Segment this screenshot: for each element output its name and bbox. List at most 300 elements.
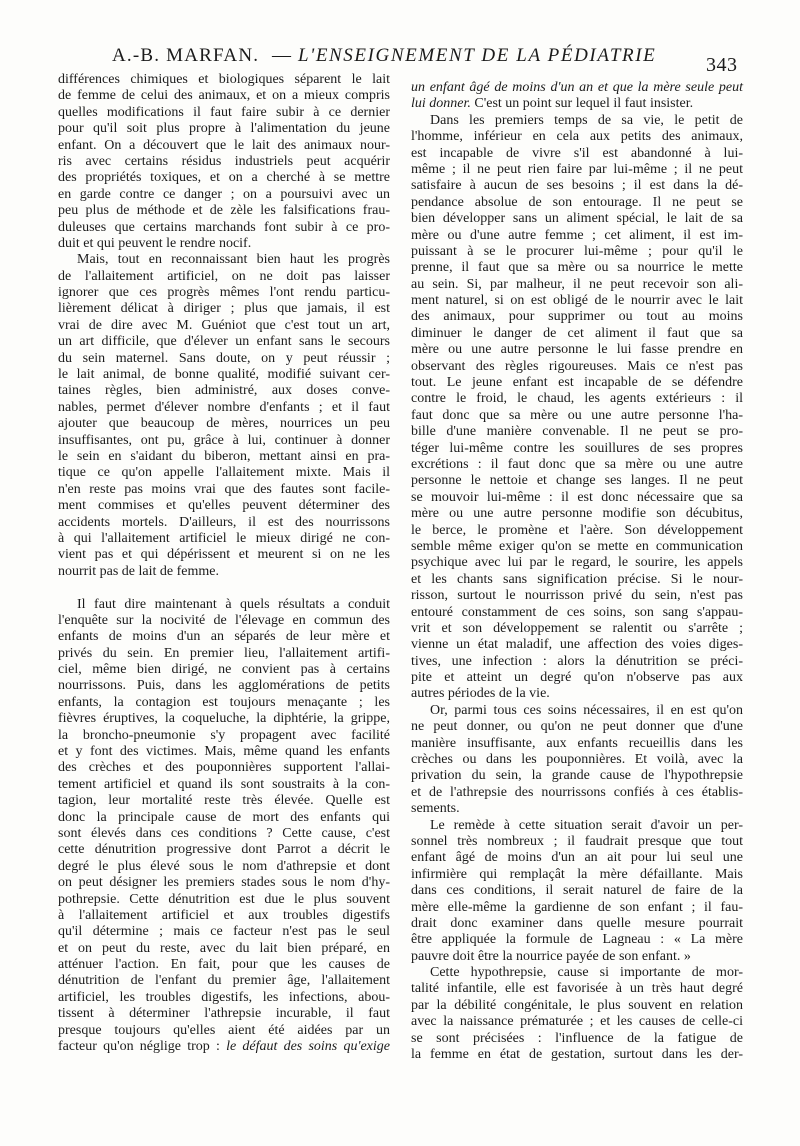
line-content [58,646,390,661]
line-text: presque toujours qu'elles aient été aidées par un [58,1022,390,1038]
line-content [411,391,743,406]
running-head-separator: — [272,45,291,66]
text-line [58,285,390,301]
line-text: par la débilité congénitale, le plus souvent en relation [411,997,743,1013]
line-content [58,531,390,546]
line-content [58,1023,390,1038]
text-line [411,195,743,211]
line-content [411,80,743,95]
line-text: cette dénutrition progressive dont Parrot a décrit le [58,842,390,858]
line-text: la broncho-pneumonie s'y propagent avec facilité [58,727,390,743]
line-content [58,334,390,349]
text-line [411,80,743,96]
line-content [411,605,743,620]
line-text: mère ou une autre personne modifie son décubitus, [411,506,743,522]
line-content [411,572,743,587]
line-text: excrétions : il faut donc que sa mère ou une autre [411,456,743,472]
line-text: Mais, tout en reconnaissant bien haut les progrès [77,252,390,268]
line-text: quelles modifications il faut faire subir à ce dernier [58,104,390,120]
line-text: ne peut donner, ou qu'on ne peut donner que d'une [411,719,743,735]
line-text: degré le plus élevé sous le nom d'athrepsie et dont [58,858,390,874]
line-text: ment commises et qu'elles peuvent déterminer des [58,498,390,514]
line-text: pendance absolue de son entourage. Il ne peut se [411,194,743,210]
line-content [58,72,390,87]
text-line [58,400,390,416]
paragraph [411,80,743,113]
line-text: puissant à se le procurer lui-même ; pour qu'il le [411,243,743,259]
line-text: est incapable de vivre s'il est abandonné à lui- [411,145,743,161]
line-content [58,88,390,103]
text-line [411,900,743,916]
line-content [411,1014,743,1029]
line-text: Or, parmi tous ces soins nécessaires, il en est qu'on [430,702,743,718]
line-content [411,932,743,947]
line-text: des animaux, pour supprimer ou tout au moins [411,309,743,325]
text-line [58,678,390,694]
line-content [411,801,460,816]
text-line [58,842,390,858]
italic-text: le défaut des soins qu'exige [226,1039,390,1055]
line-text: drait donc examiner dans quelle mesure pourrait [411,915,743,931]
line-content [58,777,390,792]
text-line [411,457,743,473]
line-text: nourrissons. Puis, dans les agglomérations de petits [58,678,390,694]
text-line [58,875,390,891]
text-line [411,605,743,621]
line-content [58,990,390,1005]
line-content [411,867,743,882]
line-content [58,498,390,513]
text-line [58,88,390,104]
text-line [411,555,743,571]
line-content [58,138,390,153]
line-content [430,818,743,833]
line-text: tement artificiel et quand ils sont soustraits à la con- [58,776,390,792]
line-text: risson, surtout le nourrisson privé du sein, n'est pas [411,588,743,604]
line-text: Il faut dire maintenant à quels résultats a conduit [77,596,390,612]
line-content [411,490,743,505]
line-text: n'en reste pas moins vrai que des fautes sont facile- [58,481,390,497]
line-text: dénutrition de l'enfant du premier âge, l'allaitement [58,973,390,989]
text-line [58,760,390,776]
text-line [411,637,743,653]
line-content [411,1031,743,1046]
line-content [411,359,743,374]
line-content [411,162,743,177]
line-content [58,449,390,464]
line-text: être appliquée la formule de Lagneau : « La mère [411,932,743,948]
line-content [411,178,743,193]
line-content [411,342,743,357]
line-content [58,285,390,300]
text-line [411,768,743,784]
line-content [58,744,390,759]
line-content [411,277,743,292]
line-text: Dans les premiers temps de sa vie, le petit de [430,112,743,128]
text-line [411,146,743,162]
line-content [411,588,743,603]
line-text: des propriétés toxiques, et on a cherché à se mettre [58,170,390,186]
line-text: même ; il ne peut rien faire par lui-même ; il ne peut [411,161,743,177]
text-line [411,408,743,424]
line-text: prenne, il faut que sa mère ou sa nourrice le mette [411,260,743,276]
line-content [58,351,390,366]
line-content [411,146,743,161]
line-text: ajouter que beaucoup de mères, nourrices un peu [58,416,390,432]
line-content [411,441,743,456]
line-content [58,629,390,644]
text-line [58,72,390,88]
line-text: mère elle-même la gardienne de son enfant ; il fau- [411,899,743,915]
line-text: et y font des victimes. Mais, même quand les enfants [58,744,390,760]
text-line [58,924,390,940]
line-text: sont élevés dans ces conditions ? Cette cause, c'est [58,825,390,841]
text-line [411,326,743,342]
text-line [411,113,743,129]
line-content [58,842,390,857]
line-content [58,564,219,579]
line-content [58,908,390,923]
text-line [58,252,390,268]
text-line [58,203,390,219]
line-content [58,400,390,415]
text-line [411,375,743,391]
line-content [430,965,743,980]
line-text: enfants de moins d'un an séparés de leur mère et [58,629,390,645]
text-line [58,482,390,498]
right-column [411,80,743,1063]
text-line [58,154,390,170]
line-content [411,981,743,996]
text-line [58,629,390,645]
text-line [411,883,743,899]
line-content [58,121,390,136]
line-content [411,900,743,915]
text-line [411,293,743,309]
line-text: vrai de dire avec M. Guéniot que c'est tout un art, [58,317,390,333]
text-line [58,334,390,350]
line-content [411,293,743,308]
text-line [58,498,390,514]
text-line [58,220,390,236]
line-content [58,711,390,726]
line-content [58,515,390,530]
line-text: ignorer que ces progrès mêmes l'ont rendu particu- [58,285,390,301]
paragraph [411,703,743,818]
text-line [58,465,390,481]
text-line [58,515,390,531]
text-line [411,932,743,948]
line-content [58,465,390,480]
text-line [411,441,743,457]
line-text: duleuses que certains marchands font subir à ce pro- [58,219,390,235]
line-content [77,597,390,612]
line-text: diminuer le danger de cet aliment il faut que sa [411,325,743,341]
text-line [58,449,390,465]
line-content [58,826,390,841]
line-text: facteur qu'on néglige trop : [58,1039,227,1055]
line-content [58,269,390,284]
line-content [58,367,390,382]
line-text: infirmière qui remplaçât la mère défaillante. Mais [411,866,743,882]
line-content [58,416,390,431]
line-text: insuffisantes, ont pu, grâce à lui, continuer à donner [58,432,390,448]
line-text: privation du sein, la grande cause de l'hypothrepsie [411,768,743,784]
line-text: duit et qui peuvent le rendre nocif. [58,235,252,251]
line-text: psychique avec lui par le regard, le sourire, les appels [411,555,743,571]
line-content [430,113,743,128]
text-line [411,178,743,194]
text-line [411,391,743,407]
text-line [58,547,390,563]
line-text: tives, une infection : alors la dénutrition se préci- [411,653,743,669]
line-text: mère ou d'une autre femme ; cet aliment, il est im- [411,227,743,243]
line-text: observant des règles rigoureuses. Mais ce n'est pas [411,358,743,374]
line-text: en garde contre ce danger ; on a poursuivi avec un [58,186,390,202]
text-line [411,834,743,850]
line-text: tissent à déterminer l'athrepsie incurable, il faut [58,1006,390,1022]
line-content [411,457,743,472]
line-text: lièrement délicat à diriger ; plus que jamais, il est [58,301,390,317]
text-line [58,351,390,367]
text-line [58,105,390,121]
line-content [411,621,743,636]
line-content [411,523,743,538]
text-line [58,597,390,613]
line-text: et de l'athrepsie des nourrissons confiés à ces établis- [411,784,743,800]
running-head-author: A.-B. MARFAN. [112,45,260,66]
line-text: se sont précisées : l'influence de la fatigue de [411,1030,743,1046]
text-line [58,957,390,973]
paragraph [411,818,743,966]
text-line [58,646,390,662]
line-content [58,220,390,235]
line-content [411,752,743,767]
line-text: à qui l'allaitement artificiel le mieux dirigé ne con- [58,530,390,546]
line-text: personne le nettoie et change ses langes. Il ne peut [411,473,743,489]
line-text: pite et atteint un degré qu'on n'observe pas aux [411,670,743,686]
line-content [58,1039,390,1054]
text-line [58,826,390,842]
line-content [58,973,390,988]
text-line [58,367,390,383]
text-line [411,785,743,801]
line-text: peu plus de méthode et de zèle les falsifications frau- [58,203,390,219]
line-content [411,850,743,865]
text-line [58,777,390,793]
line-text: bille d'une manière convenable. Il ne peut se pro- [411,424,743,440]
line-text: la femme en état de gestation, surtout dans les der- [411,1047,743,1063]
text-line [411,654,743,670]
line-text: ciel, même bien dirigé, ne convient pas à certains [58,662,390,678]
line-text: privés du sein. En premier lieu, l'allaitement artifi- [58,645,390,661]
line-text: qu'il détermine ; mais ce facteur n'est pas le seul [58,924,390,940]
text-line [58,236,390,252]
line-content [58,154,390,169]
text-line [411,998,743,1014]
line-content [430,703,743,718]
line-content [411,539,743,554]
text-line [411,359,743,375]
text-line [411,686,743,702]
line-text: téger lui-même contre les souillures de ses propres [411,440,743,456]
text-line [411,572,743,588]
line-text: semble même exiger qu'on se mette en communication [411,538,743,554]
line-text: à l'allaitement artificiel et aux troubles digestifs [58,907,390,923]
line-content [58,924,390,939]
line-text: entouré constamment de ces soins, son sang s'appau- [411,604,743,620]
text-line [411,965,743,981]
line-content [411,998,743,1013]
text-line [411,981,743,997]
text-line [58,383,390,399]
paragraph [411,113,743,703]
line-text: satisfaire à aucun de ses besoins ; il est dans la dé- [411,178,743,194]
line-text: se mouvoir lui-même : il est donc nécessaire que sa [411,489,743,505]
line-text: un art difficile, que d'élever un enfant sans le secours [58,334,390,350]
line-content [411,228,743,243]
text-line [411,260,743,276]
text-line [411,801,743,817]
line-text: donc la principale cause de mort des enfants qui [58,809,390,825]
line-text: pothrepsie. Cette dénutrition est due le plus souvent [58,891,390,907]
text-line [411,211,743,227]
line-text: nables, permet d'élever nombre d'enfants ; et il faut [58,399,390,415]
line-content [411,375,743,390]
line-text: manière insuffisante, aux enfants recueillis dans les [411,735,743,751]
text-line [411,850,743,866]
line-content [58,941,390,956]
line-content [411,1047,743,1062]
line-content [411,670,743,685]
line-text: le lait animal, de bonne qualité, modifié suivant cer- [58,367,390,383]
paragraph [58,252,390,580]
line-content [411,883,743,898]
line-content [58,957,390,972]
line-content [411,654,743,669]
line-content [411,686,550,701]
line-text: taines règles, bien administré, aux doses conve- [58,383,390,399]
line-content [411,326,743,341]
line-content [58,662,390,677]
line-text: tique ce qu'on appelle l'allaitement mixte. Mais il [58,465,390,481]
line-content [411,244,743,259]
line-content [411,736,743,751]
line-text: ris avec certains résidus industriels peut acquérir [58,153,390,169]
line-content [77,252,390,267]
text-line [58,613,390,629]
line-content [411,916,743,931]
line-text: l'homme, inférieur en cela aux petits des animaux, [411,129,743,145]
text-line [411,719,743,735]
line-content [58,105,390,120]
line-content [411,949,691,964]
text-line [58,973,390,989]
text-line [411,309,743,325]
text-line [411,1014,743,1030]
line-content [411,506,743,521]
text-line [58,121,390,137]
line-content [58,383,390,398]
line-text: Le remède à cette situation serait d'avoir un per- [430,817,743,833]
line-text: bien développer sans un aliment spécial, le lait de sa [411,211,743,227]
text-line [411,670,743,686]
line-content [58,433,390,448]
line-text: faut donc que sa mère ou une autre personne l'ha- [411,407,743,423]
text-line [58,1023,390,1039]
line-content [411,555,743,570]
line-text: du sein maternel. Sans doute, on y peut réussir ; [58,350,390,366]
text-line [58,711,390,727]
text-line [58,187,390,203]
line-content [58,892,390,907]
line-text: vient pas et qui dépérissent et meurent si on ne les [58,547,390,563]
text-line [58,990,390,1006]
text-line [58,908,390,924]
line-text: l'enquête sur la nocivité de l'élevage en commun des [58,612,390,628]
line-text: tagion, leur mortalité reste très élevée. Quelle est [58,793,390,809]
text-line [58,170,390,186]
line-content [58,859,390,874]
text-line [411,473,743,489]
line-content [411,637,743,652]
left-column [58,72,390,1055]
text-line [58,318,390,334]
line-text: le berce, le promène et l'aère. Son développement [411,522,743,538]
text-line [411,244,743,260]
page-number: 343 [706,54,738,76]
line-content [58,613,390,628]
line-text: artificiel, les troubles digestifs, les infections, abou- [58,989,390,1005]
text-line [411,1047,743,1063]
text-line [411,490,743,506]
text-line [411,424,743,440]
line-content [411,195,743,210]
line-text: fièvres éruptives, la coqueluche, la diphtérie, la grippe, [58,711,390,727]
text-line [58,810,390,826]
line-content [58,482,390,497]
italic-text: lui donner. [411,96,471,112]
line-content [411,309,743,324]
line-content [58,1006,390,1021]
text-line [411,342,743,358]
line-text: contre le froid, le chaud, les agents extérieurs : il [411,391,743,407]
line-content [411,785,743,800]
text-line [411,916,743,932]
text-line [58,793,390,809]
line-text: au sein. Si, par malheur, il ne peut recevoir son ali- [411,276,743,292]
line-text: des crèches et des pouponnières supportent l'allai- [58,760,390,776]
text-line [58,1039,390,1055]
line-content [58,187,390,202]
line-text: nourrit pas de lait de femme. [58,563,219,579]
line-content [58,547,390,562]
line-text: autres périodes de la vie. [411,686,550,702]
text-line [411,818,743,834]
line-text: de l'allaitement artificiel, on ne doit pas laisser [58,268,390,284]
text-line [411,228,743,244]
line-text: vienne un état maladif, une affection des voies diges- [411,637,743,653]
line-text: C'est un point sur lequel il faut insister. [470,96,694,112]
text-line [58,662,390,678]
text-line [411,867,743,883]
line-content [58,793,390,808]
line-content [411,260,743,275]
line-text: mère ou une autre personne le lui fasse prendre en [411,342,743,358]
line-content [58,695,390,710]
text-line [58,859,390,875]
line-text: accidents mortels. D'ailleurs, il est des nourrissons [58,514,390,530]
